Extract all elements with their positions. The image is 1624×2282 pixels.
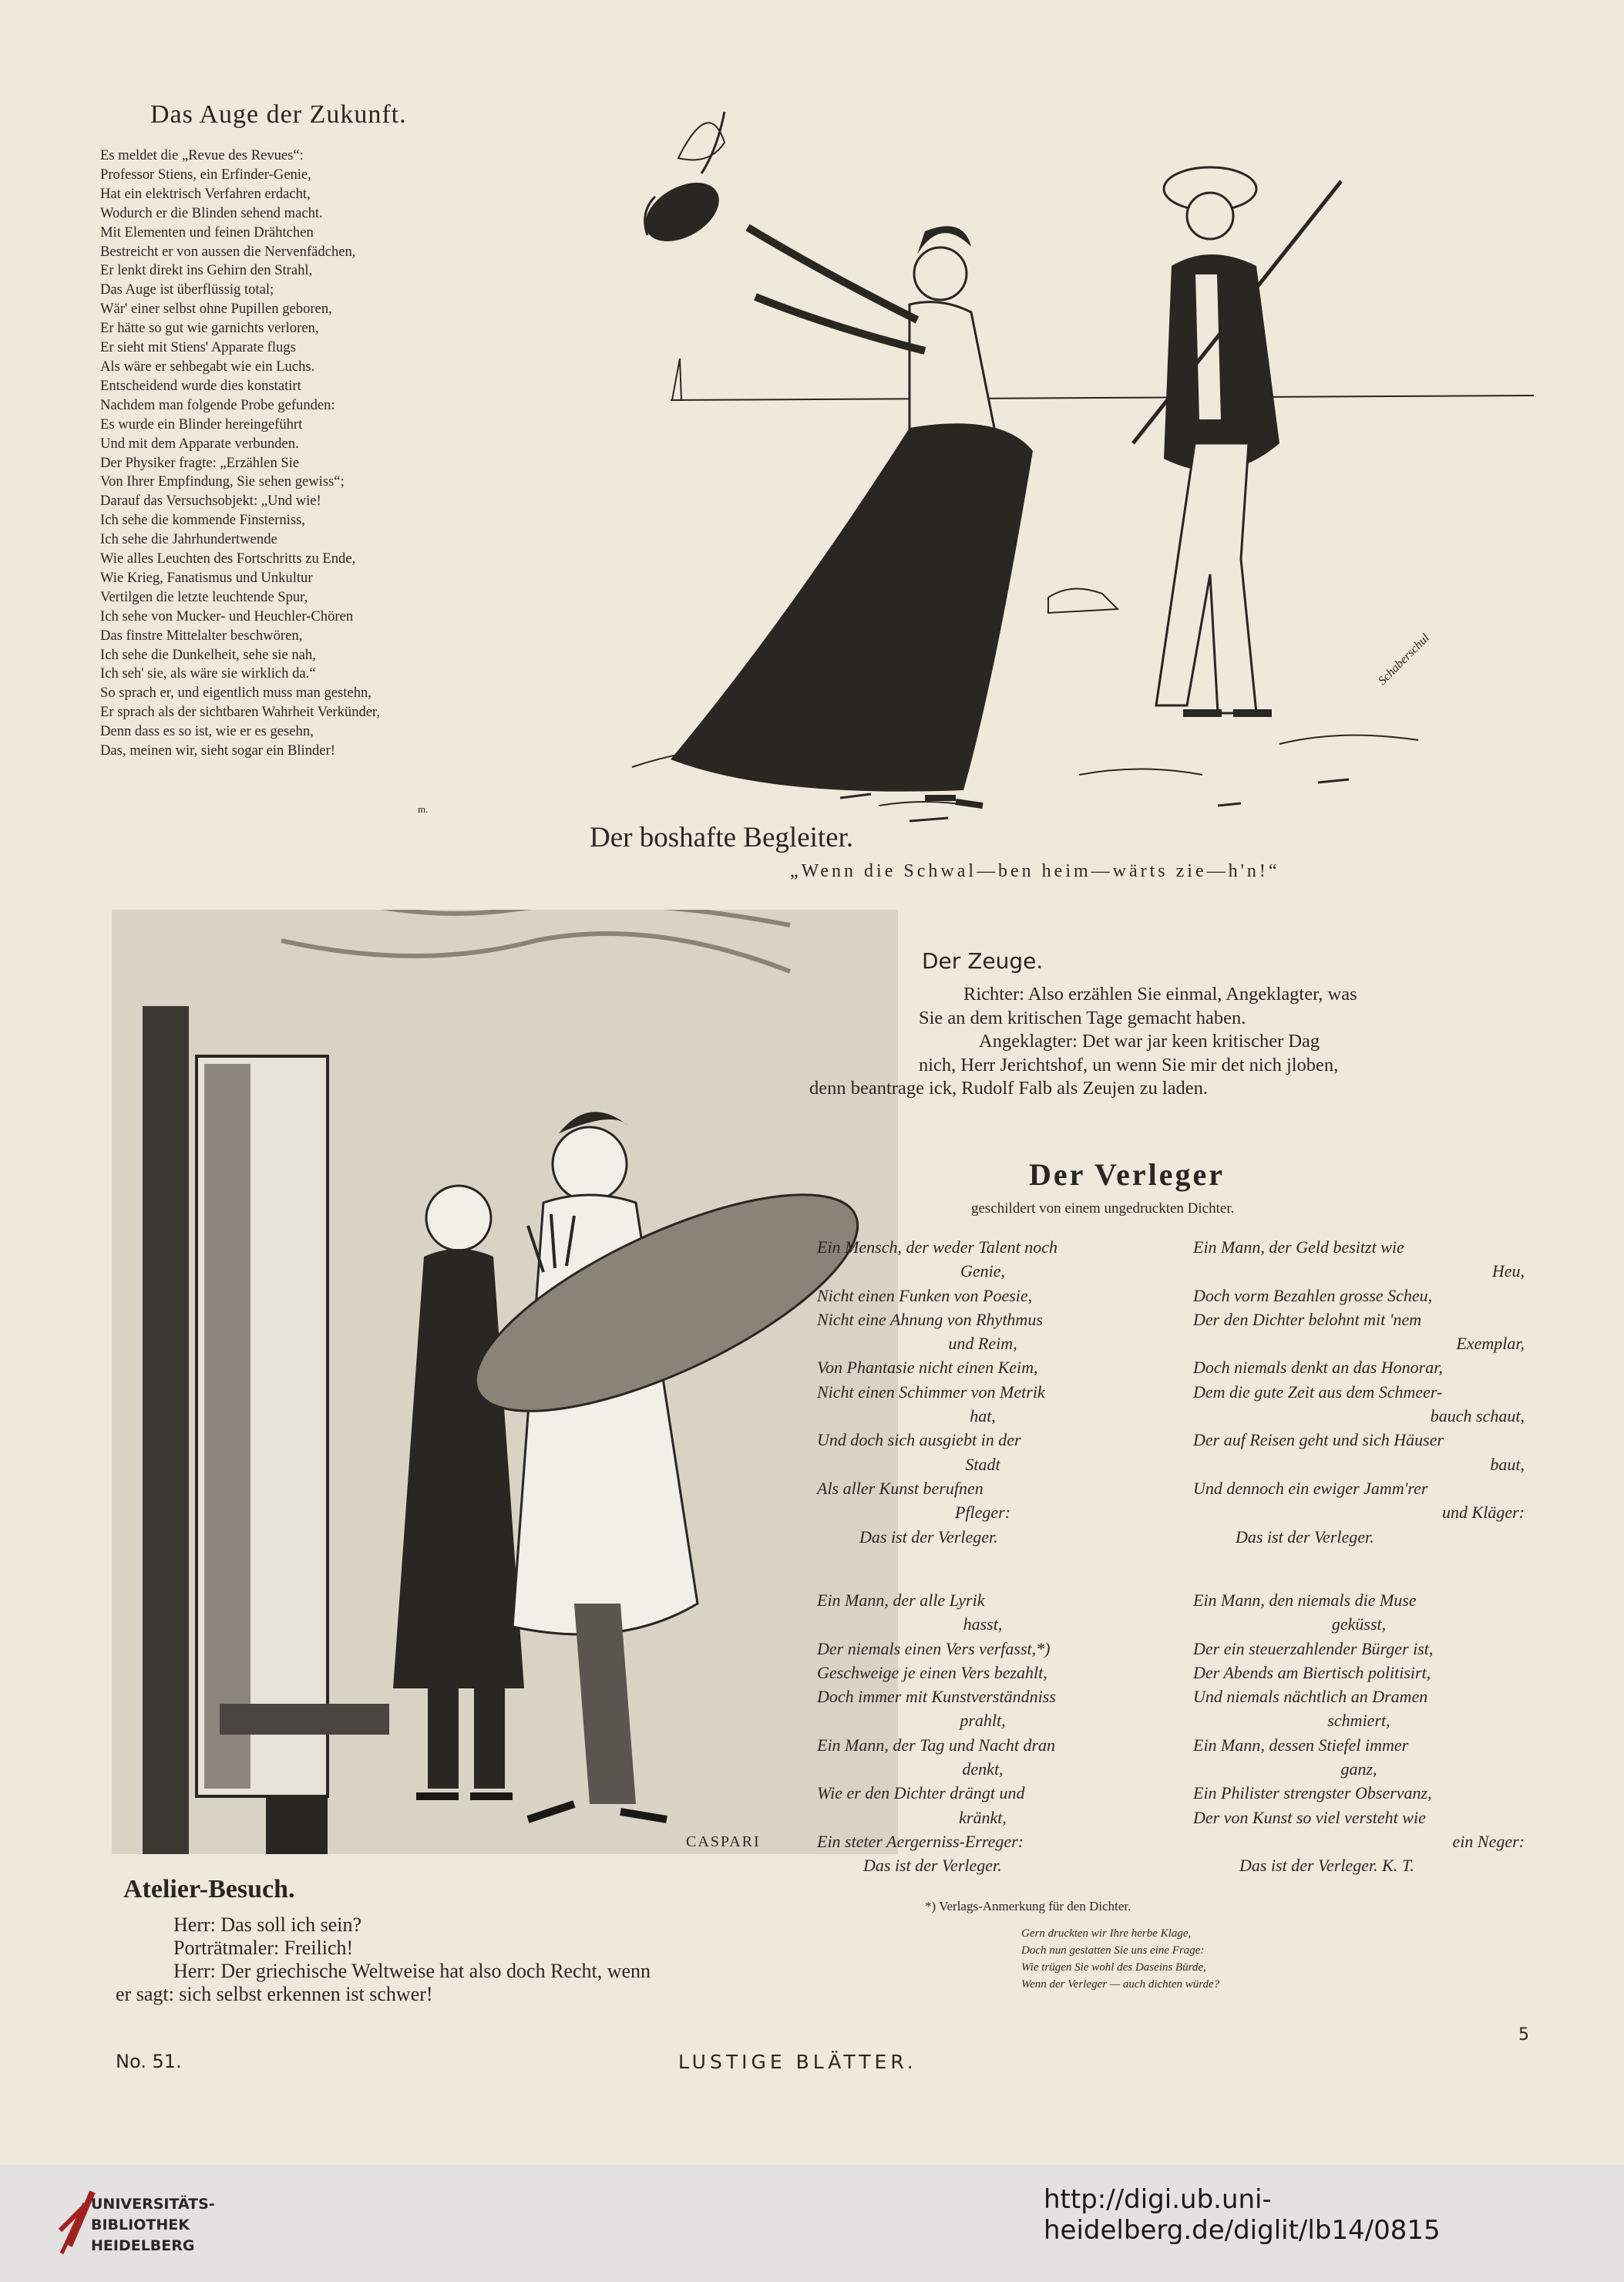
dialogue-line: nich, Herr Jerichtshof, un wenn Sie mir det nich jloben, [919, 1054, 1339, 1075]
verse-line: bauch schaut, [1430, 1406, 1525, 1426]
poem-line: Bestreicht er von aussen die Nervenfädchen, [100, 243, 356, 260]
verse-line: Der ein steuerzahlender Bürger ist, [1193, 1638, 1434, 1658]
verse-line: Stadt [965, 1454, 1000, 1474]
verse-line: Und niemals nächtlich an Dramen [1193, 1687, 1428, 1707]
poem-line: Das, meinen wir, sieht sogar ein Blinder! [100, 742, 335, 759]
verse-line: Ein Mensch, der weder Talent noch [817, 1237, 1058, 1257]
poem-line: Er sieht mit Stiens' Apparate flugs [100, 339, 296, 356]
dialogue-line: Porträtmaler: Freilich! [173, 1937, 354, 1959]
verse-line: Der den Dichter belohnt mit 'nem [1193, 1309, 1422, 1329]
poem-line: Es meldet die „Revue des Revues“: [100, 147, 304, 163]
dialogue-line: Sie an dem kritischen Tage gemacht haben. [919, 1007, 1246, 1028]
verleger-title: Der Verleger [1029, 1157, 1226, 1192]
poem-line: Ich sehe von Mucker- und Heuchler-Chören [100, 608, 354, 624]
dialogue-line: Herr: Der griechische Weltweise hat also doch Recht, wenn [173, 1960, 651, 1982]
footnote-heading: *) Verlags-Anmerkung für den Dichter. [925, 1899, 1131, 1913]
atelier-illustration [112, 910, 898, 1854]
verse-line: und Reim, [948, 1334, 1017, 1354]
verse-line: Dem die gute Zeit aus dem Schmeer- [1193, 1382, 1443, 1402]
dialogue-line: Herr: Das soll ich sein? [173, 1913, 362, 1936]
poem-line: Das finstre Mittelalter beschwören, [100, 627, 303, 644]
verse-line: Pfleger: [954, 1503, 1011, 1523]
poem-line: Er lenkt direkt ins Gehirn den Strahl, [100, 262, 313, 279]
verse-line: Ein Mann, der Geld besitzt wie [1193, 1237, 1404, 1257]
poem-line: Entscheidend wurde dies konstatirt [100, 377, 301, 394]
verse-line: ganz, [1340, 1759, 1377, 1779]
poem-line: Es wurde ein Blinder hereingeführt [100, 416, 303, 433]
cartoon-title: Der boshafte Begleiter. [590, 822, 854, 853]
poem-line: Darauf das Versuchsobjekt: „Und wie! [100, 493, 321, 510]
verse-line: Ein Mann, der alle Lyrik [817, 1590, 985, 1610]
dialogue-line: denn beantrage ick, Rudolf Falb als Zeujen zu laden. [809, 1078, 1209, 1099]
verse-line: Der von Kunst so viel versteht wie [1193, 1807, 1426, 1827]
poem-line: Ich sehe die Jahrhundertwende [100, 531, 277, 548]
poem-line: Von Ihrer Empfindung, Sie sehen gewiss“; [100, 473, 345, 490]
woman-figure-icon [671, 226, 1033, 806]
poem-line: Er hätte so gut wie garnichts verloren, [100, 320, 319, 337]
verse-line: baut, [1490, 1454, 1525, 1474]
verse-column [1193, 1588, 1525, 1878]
poem-line: Der Physiker fragte: „Erzählen Sie [100, 454, 300, 471]
verse-line: Wie er den Dichter drängt und [817, 1783, 1025, 1803]
poem-line: Hat ein elektrisch Verfahren erdacht, [100, 185, 311, 202]
verse-line: schmiert, [1327, 1711, 1390, 1731]
verse-line: denkt, [962, 1759, 1004, 1779]
verse-line: hat, [970, 1406, 996, 1426]
poem-body [100, 146, 532, 761]
atelier-body [116, 1913, 809, 2006]
atelier-title: Atelier-Besuch. [123, 1875, 295, 1903]
cartoon-caption: „Wenn die Schwal—ben heim—wärts zie—h'n!“ [790, 861, 1280, 881]
poem-title: Das Auge der Zukunft. [150, 100, 407, 129]
verse-line: Heu, [1491, 1261, 1525, 1281]
man-figure-icon [1133, 167, 1341, 713]
verse-line: Nicht eine Ahnung von Rhythmus [817, 1309, 1043, 1329]
dialogue-line: Richter: Also erzählen Sie einmal, Angeklagter, was [963, 984, 1357, 1005]
library-name-line: HEIDELBERG [91, 2237, 195, 2254]
verse-refrain: Das ist der Verleger. [863, 1856, 1002, 1876]
flying-hat-icon [635, 112, 729, 254]
poem-line: Ich seh' sie, als wäre sie wirklich da.“ [100, 665, 316, 682]
verse-line: und Kläger: [1442, 1503, 1525, 1523]
poem-line: Wie alles Leuchten des Fortschritts zu Ende, [100, 550, 356, 567]
library-name-line: UNIVERSITÄTS- [91, 2196, 215, 2213]
verse-line: Als aller Kunst berufnen [817, 1478, 983, 1498]
library-name [91, 2194, 215, 2257]
verse-line: Ein Mann, dessen Stiefel immer [1193, 1735, 1409, 1755]
source-url-link[interactable]: http://digi.ub.uni-heidelberg.de/diglit/lb14/0815 [1044, 2184, 1441, 2246]
verse-column [1193, 1235, 1525, 1549]
verse-line: ein Neger: [1452, 1831, 1525, 1851]
verse-line: Der Abends am Biertisch politisirt, [1193, 1662, 1431, 1682]
verse-refrain: Das ist der Verleger. [1236, 1526, 1374, 1547]
verse-line: Ein steter Aergerniss-Erreger: [817, 1831, 1024, 1851]
poem-line: Das Auge ist überflüssig total; [100, 281, 274, 298]
verse-refrain: Das ist der Verleger. K. T. [1239, 1856, 1414, 1876]
poem-line: Er sprach als der sichtbaren Wahrheit Verkünder, [100, 704, 381, 721]
verse-column [817, 1235, 1148, 1549]
verse-line: hasst, [963, 1614, 1003, 1634]
footnote-body [1021, 1925, 1219, 1993]
poem-line: Und mit dem Apparate verbunden. [100, 435, 299, 452]
footnote-line: Wie trügen Sie wohl des Daseins Bürde, [1021, 1961, 1206, 1974]
dialogue-line: Angeklagter: Det war jar keen kritischer Dag [979, 1031, 1320, 1052]
verse-line: Nicht einen Schimmer von Metrik [817, 1382, 1045, 1402]
verse-line: Ein Mann, der Tag und Nacht dran [817, 1735, 1056, 1755]
poem-line: Ich sehe die Dunkelheit, sehe sie nah, [100, 646, 316, 663]
poem-line: Wär' einer selbst ohne Pupillen geboren, [100, 301, 332, 318]
verse-line: Doch vorm Bezahlen grosse Scheu, [1193, 1285, 1433, 1305]
poem-line: Denn dass es so ist, wie er es gesehn, [100, 723, 314, 740]
footnote-line: Gern druckten wir Ihre herbe Klage, [1021, 1927, 1192, 1940]
poem-line: Wodurch er die Blinden sehend macht. [100, 204, 323, 221]
poem-line: Als wäre er sehbegabt wie ein Luchs. [100, 358, 315, 375]
library-name-line: BIBLIOTHEK [91, 2216, 190, 2233]
issue-number: No. 51. [116, 2051, 182, 2072]
verse-column [817, 1588, 1148, 1878]
verleger-subtitle: geschildert von einem ungedruckten Dichter. [971, 1200, 1235, 1217]
dialogue-line: er sagt: sich selbst erkennen ist schwer! [116, 1983, 433, 2005]
cartoon-signature: Schaberschul [1376, 631, 1432, 688]
page-number: 5 [1518, 2025, 1529, 2045]
verse-line: prahlt, [960, 1711, 1006, 1731]
poem-line: Nachdem man folgende Probe gefunden: [100, 396, 335, 413]
zeuge-body [809, 983, 1526, 1101]
verse-line: Genie, [960, 1261, 1006, 1281]
atelier-signature: CASPARI [686, 1833, 761, 1850]
magazine-name: LUSTIGE BLÄTTER. [678, 2051, 917, 2073]
verse-line: Doch immer mit Kunstverständniss [817, 1687, 1056, 1707]
verse-line: Ein Philister strengster Observanz, [1193, 1783, 1432, 1803]
zeuge-title: Der Zeuge. [922, 948, 1044, 974]
verse-line: kränkt, [959, 1807, 1007, 1827]
verse-line: Und doch sich ausgiebt in der [817, 1430, 1021, 1450]
footnote-line: Wenn der Verleger — auch dichten würde? [1021, 1978, 1220, 1991]
verse-line: Und dennoch ein ewiger Jamm'rer [1193, 1478, 1428, 1498]
verse-line: geküsst, [1331, 1614, 1387, 1634]
poem-line: Ich sehe die kommende Finsterniss, [100, 512, 305, 529]
verse-line: Geschweige je einen Vers bezahlt, [817, 1662, 1047, 1682]
poem-line: Vertilgen die letzte leuchtende Spur, [100, 588, 308, 605]
verse-line: Nicht einen Funken von Poesie, [817, 1285, 1033, 1305]
footnote-line: Doch nun gestatten Sie uns eine Frage: [1021, 1944, 1205, 1957]
verse-line: Von Phantasie nicht einen Keim, [817, 1358, 1038, 1378]
verse-line: Der niemals einen Vers verfasst,*) [817, 1638, 1051, 1658]
verse-refrain: Das ist der Verleger. [859, 1526, 998, 1547]
verse-line: Der auf Reisen geht und sich Häuser [1193, 1430, 1444, 1450]
poem-line: So sprach er, und eigentlich muss man gestehn, [100, 685, 372, 702]
poem-signature: m. [418, 803, 429, 815]
cartoon-illustration [586, 73, 1580, 852]
verse-line: Doch niemals denkt an das Honorar, [1193, 1358, 1443, 1378]
poem-line: Wie Krieg, Fanatismus und Unkultur [100, 569, 313, 586]
verse-line: Ein Mann, den niemals die Muse [1193, 1590, 1417, 1610]
poem-line: Mit Elementen und feinen Drähtchen [100, 224, 314, 241]
verse-line: Exemplar, [1456, 1334, 1525, 1354]
poem-line: Professor Stiens, ein Erfinder-Genie, [100, 166, 311, 183]
